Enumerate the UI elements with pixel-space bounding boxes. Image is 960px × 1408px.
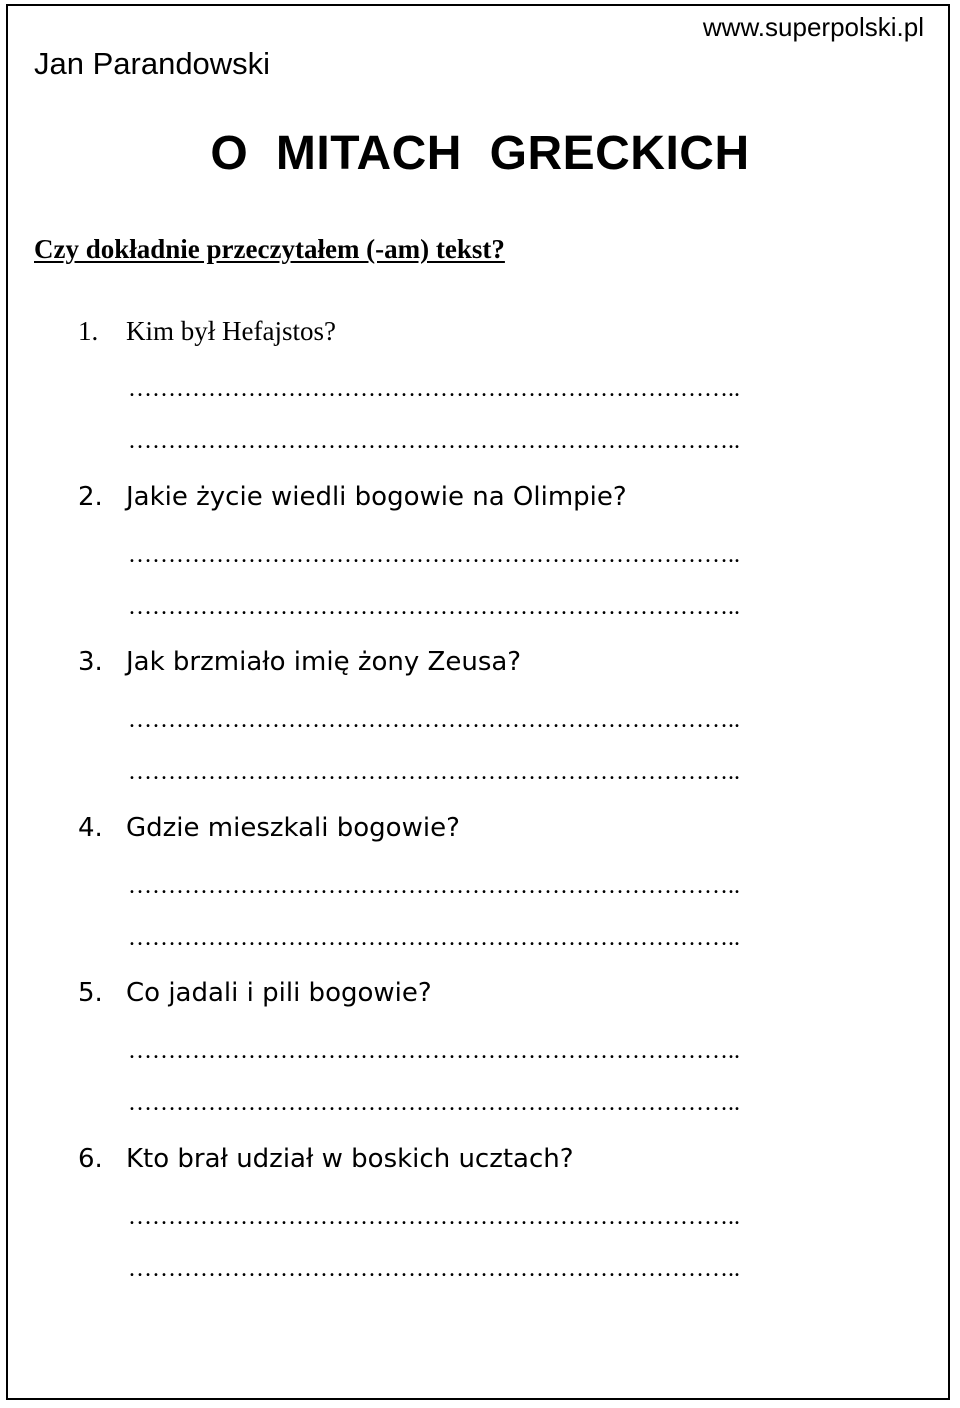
question-1	[0, 316, 960, 482]
question-text: Gdzie mieszkali bogowie?	[126, 812, 460, 843]
answer-line[interactable]: …………………………………………………………………..	[128, 428, 740, 454]
question-text: Jakie życie wiedli bogowie na Olimpie?	[126, 481, 627, 512]
question-list	[0, 316, 960, 1310]
website-url: www.superpolski.pl	[702, 12, 924, 42]
answer-line[interactable]: …………………………………………………………………..	[128, 707, 740, 734]
question-number: 1.	[78, 316, 99, 346]
answer-line[interactable]: …………………………………………………………………..	[128, 872, 740, 899]
question-number: 3.	[78, 647, 103, 678]
question-5	[0, 978, 960, 1144]
section-heading: Czy dokładnie przeczytałem (-am) tekst?	[34, 234, 505, 264]
answer-line[interactable]: …………………………………………………………………..	[128, 1203, 740, 1230]
answer-line[interactable]: …………………………………………………………………..	[128, 1038, 740, 1065]
question-text: Co jadali i pili bogowie?	[126, 978, 432, 1009]
answer-line[interactable]: …………………………………………………………………..	[128, 376, 740, 402]
question-text: Jak brzmiało imię żony Zeusa?	[126, 647, 522, 678]
question-4	[0, 813, 960, 979]
question-number: 5.	[78, 978, 103, 1009]
answer-line[interactable]: …………………………………………………………………..	[128, 759, 740, 786]
answer-line[interactable]: …………………………………………………………………..	[128, 1255, 740, 1282]
question-number: 2.	[78, 481, 103, 512]
page-title: O MITACH GRECKICH	[210, 127, 750, 180]
question-2	[0, 482, 960, 648]
answer-line[interactable]: …………………………………………………………………..	[128, 541, 740, 568]
answer-line[interactable]: …………………………………………………………………..	[128, 593, 740, 620]
question-text: Kto brał udział w boskich ucztach?	[126, 1143, 574, 1174]
question-number: 6.	[78, 1143, 103, 1174]
author-name: Jan Parandowski	[34, 46, 271, 81]
question-6	[0, 1144, 960, 1310]
answer-line[interactable]: …………………………………………………………………..	[128, 924, 740, 951]
answer-line[interactable]: …………………………………………………………………..	[128, 1090, 740, 1117]
question-3	[0, 647, 960, 813]
question-number: 4.	[78, 812, 103, 843]
question-text: Kim był Hefajstos?	[126, 316, 336, 346]
